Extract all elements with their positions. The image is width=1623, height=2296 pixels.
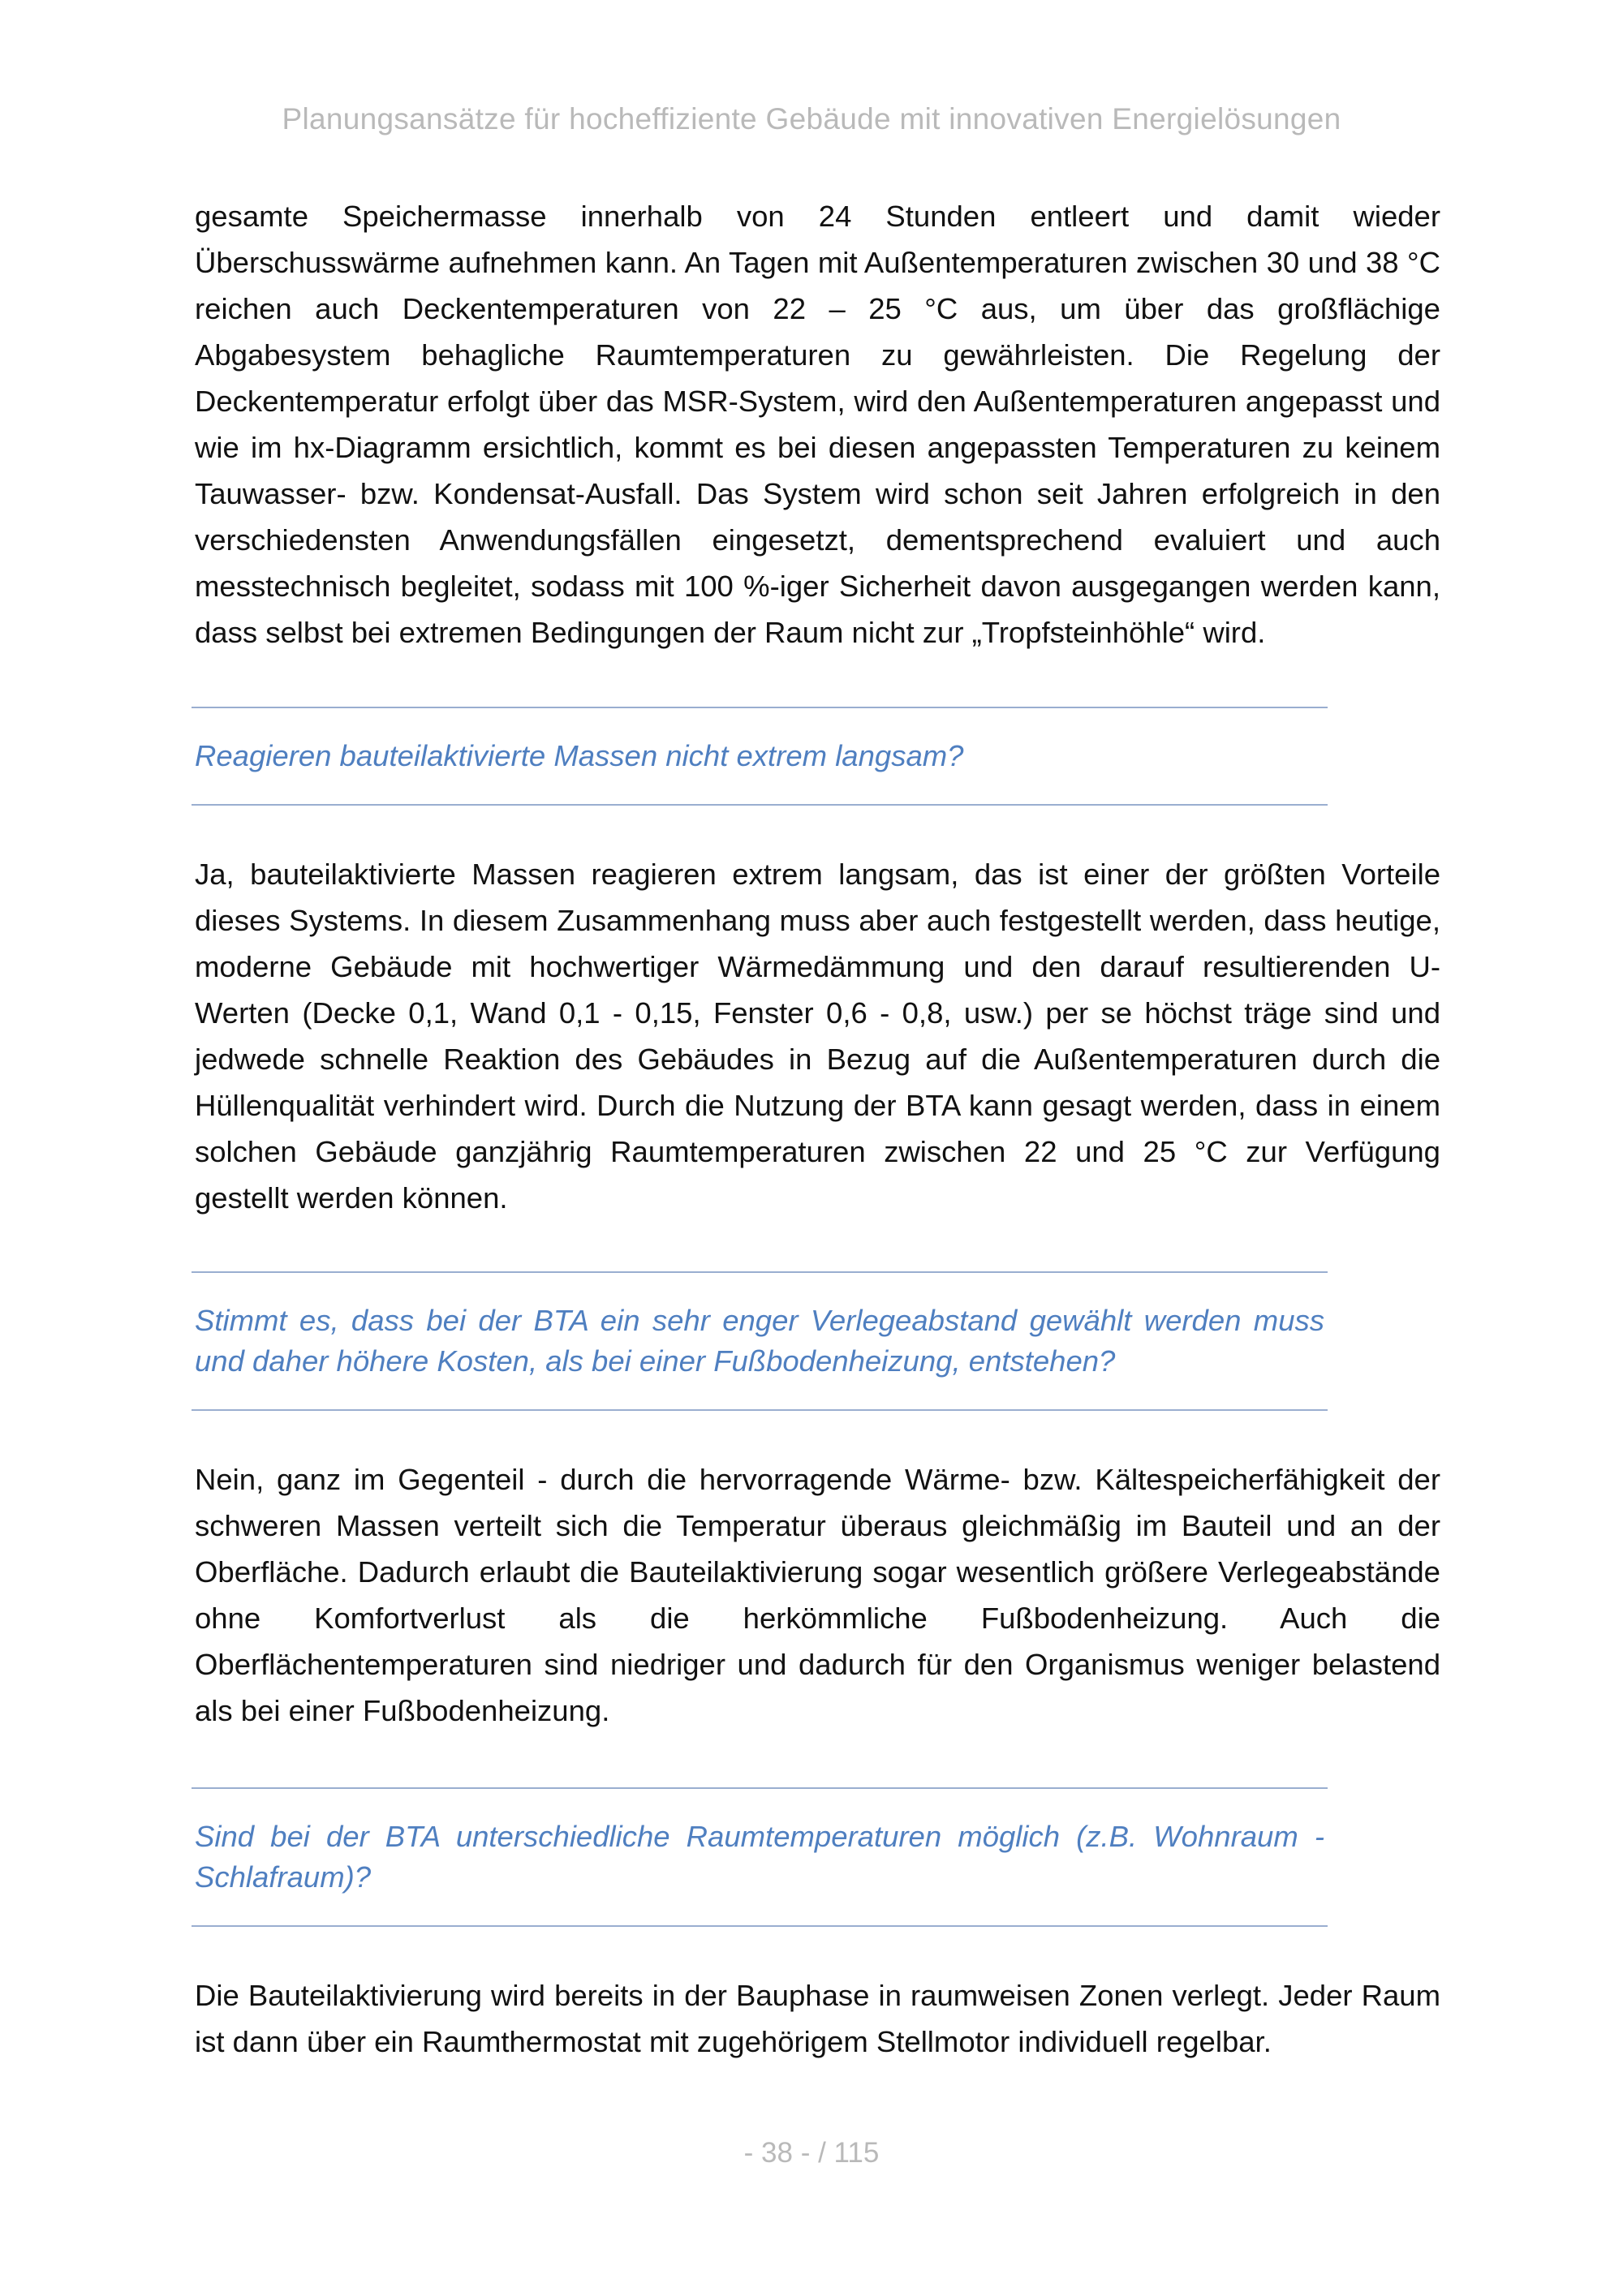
faq-question-3: Sind bei der BTA unterschiedliche Raumtemperaturen möglich (z.B. Wohnraum - Schlafraum)? (195, 1820, 1324, 1894)
faq-question-block-2 (192, 1271, 1328, 1411)
faq-question-block-3 (192, 1787, 1328, 1927)
faq-answer-3: Die Bauteilaktivierung wird bereits in der Bauphase in raumweisen Zonen verlegt. Jeder Raum ist dann über ein Raumthermostat mit zugehörigem Stellmotor individuell regelbar. (195, 1979, 1440, 2058)
running-header: Planungsansätze für hocheffiziente Gebäude mit innovativen Energielösungen (282, 102, 1341, 135)
faq-answer-1: Ja, bauteilaktivierte Massen reagieren extrem langsam, das ist einer der größten Vorteile dieses Systems. In diesem Zusammenhang muss aber auch festgestellt werden, dass heutige, moderne Gebäude mit hochwertiger Wärmedämmung und den darauf resultierenden U-Werten (Decke 0,1, Wand 0,1 - 0,15, Fenster 0,6 - 0,8, usw.) per se höchst träge sind und jedwede schnelle Reaktion des Gebäudes in Bezug auf die Außentemperaturen durch die Hüllenqualität verhindert wird. Durch die Nutzung der BTA kann gesagt werden, dass in einem solchen Gebäude ganzjährig Raumtemperaturen zwischen 22 und 25 °C zur Verfügung gestellt werden können. (195, 858, 1440, 1215)
faq-answer-2: Nein, ganz im Gegenteil - durch die hervorragende Wärme- bzw. Kältespeicherfähigkeit der schweren Massen verteilt sich die Temperatur überaus gleichmäßig im Bauteil und an der Oberfläche. Dadurch erlaubt die Bauteilaktivierung sogar wesentlich größere Verlegeabstände ohne Komfortverlust als die herkömmliche Fußbodenheizung. Auch die Oberflächentemperaturen sind niedriger und dadurch für den Organismus weniger belastend als bei einer Fußbodenheizung. (195, 1463, 1440, 1727)
page-number: - 38 - / 115 (743, 2137, 880, 2169)
paragraph-continuation: gesamte Speichermasse innerhalb von 24 Stunden entleert und damit wieder Überschusswärme aufnehmen kann. An Tagen mit Außentemperaturen zwischen 30 und 38 °C reichen auch Deckentemperaturen von 22 – 25 °C aus, um über das großflächige Abgabesystem behagliche Raumtemperaturen zu gewährleisten. Die Regelung der Deckentemperatur erfolgt über das MSR-System, wird den Außentemperaturen angepasst und wie im hx-Diagramm ersichtlich, kommt es bei diesen angepassten Temperaturen zu keinem Tauwasser- bzw. Kondensat-Ausfall. Das System wird schon seit Jahren erfolgreich in den verschiedensten Anwendungsfällen eingesetzt, dementsprechend evaluiert und auch messtechnisch begleitet, sodass mit 100 %-iger Sicherheit davon ausgegangen werden kann, dass selbst bei extremen Bedingungen der Raum nicht zur „Tropfsteinhöhle“ wird. (195, 200, 1440, 649)
faq-question-1: Reagieren bauteilaktivierte Massen nicht extrem langsam? (195, 739, 964, 772)
faq-question-block-1 (192, 707, 1328, 806)
faq-question-2: Stimmt es, dass bei der BTA ein sehr enger Verlegeabstand gewählt werden muss und daher höhere Kosten, als bei einer Fußbodenheizung, entstehen? (195, 1304, 1324, 1378)
